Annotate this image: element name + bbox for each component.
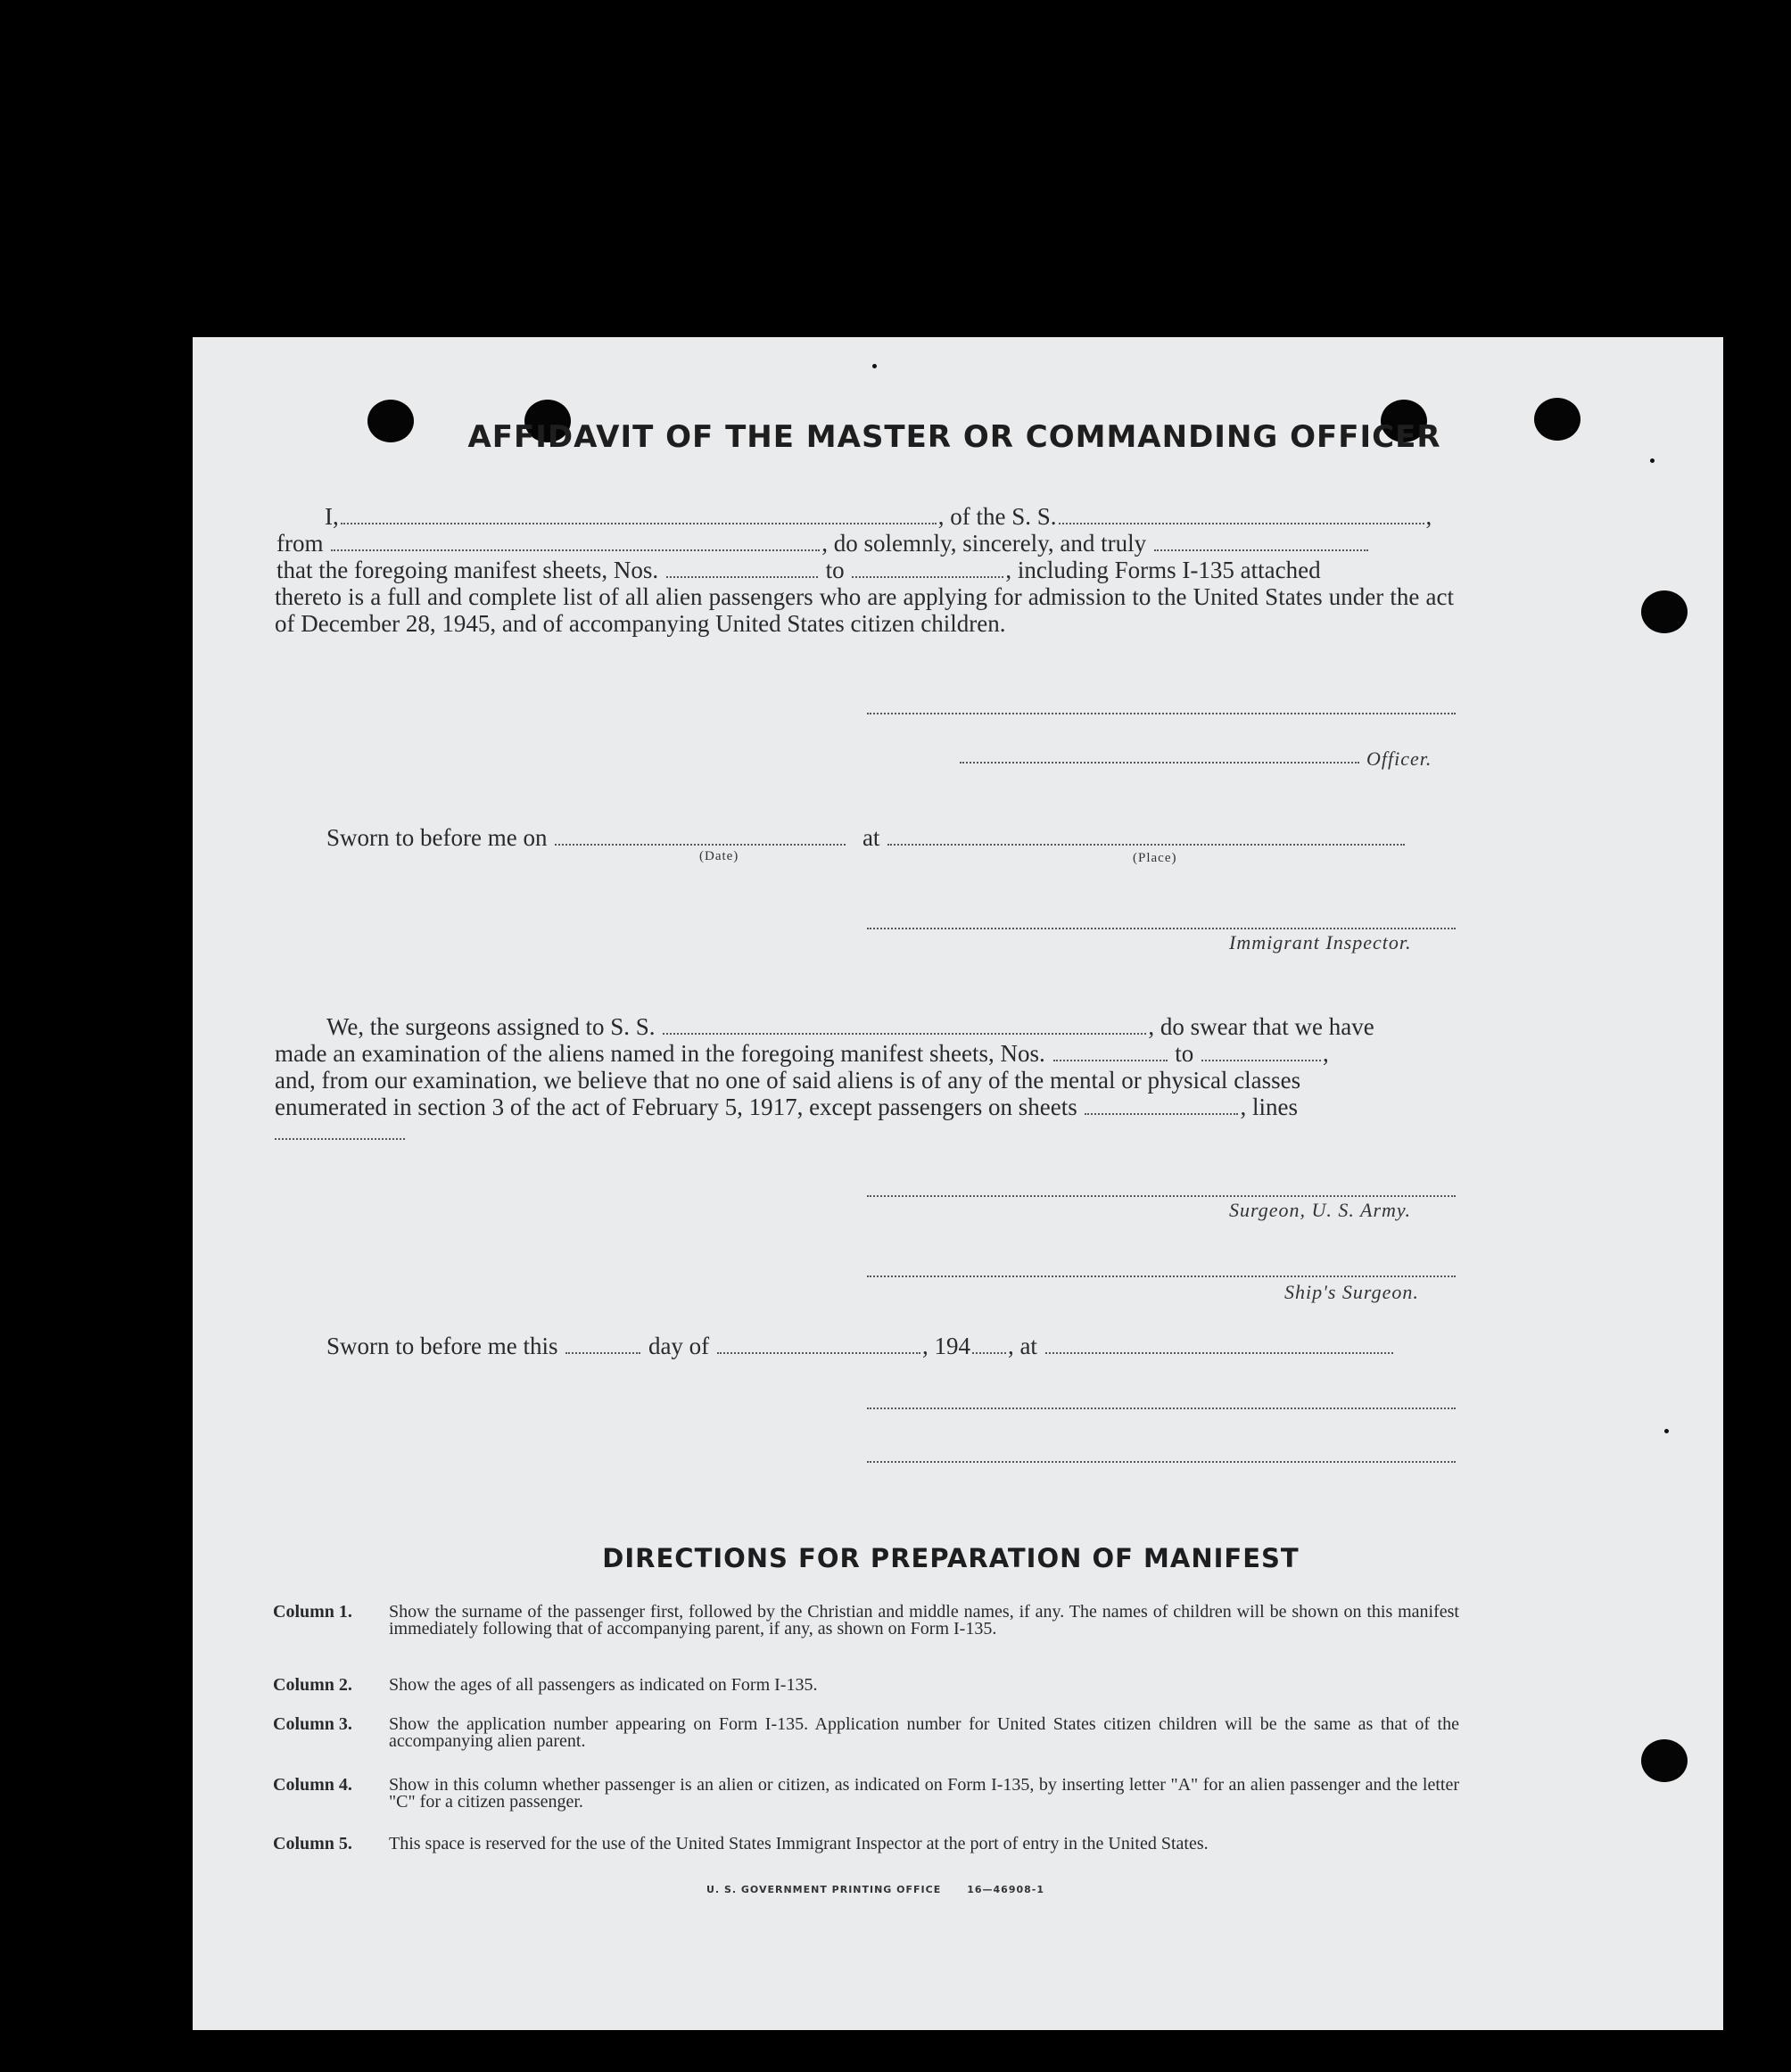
surgeons-line-4: enumerated in section 3 of the act of February 5, 1917, except passengers on sheets , lines (275, 1094, 1298, 1120)
place-label: (Place) (1133, 851, 1177, 865)
dust-speck (1650, 458, 1655, 463)
direction-column-4: Column 4. Show in this column whether passenger is an alien or citizen, as indicated on Form I-135, by inserting letter "A" for an alien passenger and the letter "C" for a citizen passenger. (273, 1775, 1459, 1812)
lines-field[interactable] (275, 1138, 405, 1140)
inspector-signature-line[interactable] (867, 928, 1456, 929)
year-field[interactable] (972, 1333, 1006, 1354)
affidavit-line-1: I, , of the S. S. , (325, 503, 1432, 530)
punch-hole (1641, 590, 1688, 633)
surgeons-line-1: We, the surgeons assigned to S. S. , do swear that we have (326, 1013, 1374, 1040)
sworn-place-field[interactable] (887, 824, 1405, 846)
dust-speck (872, 364, 877, 368)
sworn-at-field[interactable] (1045, 1333, 1393, 1354)
surgeon-sheet-from-field[interactable] (1053, 1040, 1168, 1061)
ship-surgeon-caption: Ship's Surgeon. (1284, 1281, 1419, 1303)
except-sheets-field[interactable] (1085, 1094, 1238, 1115)
sworn-date-field[interactable] (555, 824, 846, 846)
ship-surgeon-signature-line[interactable] (867, 1275, 1456, 1277)
direction-column-1: Column 1. Show the surname of the passenger first, followed by the Christian and middle names, if any. The names of children will be shown on this manifest immediately following that of accompanying parent, if any, as shown on Form I-135. (273, 1602, 1459, 1639)
surgeons-line-2: made an examination of the aliens named in the foregoing manifest sheets, Nos. to , (275, 1040, 1329, 1067)
date-label: (Date) (699, 849, 739, 863)
notary-signature-line[interactable] (867, 1407, 1456, 1409)
officer-signature-line[interactable] (867, 713, 1456, 714)
month-field[interactable] (717, 1333, 920, 1354)
affidavit-line-3: that the foregoing manifest sheets, Nos. to , including Forms I-135 attached (276, 557, 1321, 583)
army-surgeon-caption: Surgeon, U. S. Army. (1229, 1199, 1411, 1221)
sworn-day-line: Sworn to before me this day of , 194 , at (326, 1333, 1395, 1360)
master-name-field[interactable] (341, 503, 937, 524)
inspector-caption: Immigrant Inspector. (1229, 931, 1412, 953)
form-title: AFFIDAVIT OF THE MASTER OR COMMANDING OFFICER (467, 419, 1441, 455)
day-field[interactable] (565, 1333, 640, 1354)
notary-title-line[interactable] (867, 1461, 1456, 1463)
punch-hole (1641, 1739, 1688, 1782)
port-from-field[interactable] (331, 530, 820, 551)
ship-name-field[interactable] (1059, 503, 1424, 524)
surgeons-line-3: and, from our examination, we believe that no one of said aliens is of any of the mental or physical classes (275, 1067, 1301, 1094)
direction-column-2: Column 2. Show the ages of all passengers as indicated on Form I-135. (273, 1675, 818, 1695)
sheet-from-field[interactable] (666, 557, 818, 578)
directions-title: DIRECTIONS FOR PREPARATION OF MANIFEST (602, 1543, 1300, 1573)
affidavit-body: thereto is a full and complete list of all alien passengers who are applying for admission to the United States under the act of December 28, 1945, and of accompanying United States citizen children. (275, 583, 1454, 637)
affidavit-line-2: from , do solemnly, sincerely, and truly (276, 530, 1370, 557)
printer-footer: U. S. GOVERNMENT PRINTING OFFICE 16—46908-1 (706, 1884, 1044, 1895)
officer-caption: Officer. (1366, 747, 1432, 770)
form-sheet (193, 337, 1723, 2030)
oath-field[interactable] (1154, 530, 1368, 551)
direction-column-3: Column 3. Show the application number appearing on Form I-135. Application number for United States citizen children will be the same as that of the accompanying alien parent. (273, 1714, 1459, 1751)
sheet-to-field[interactable] (852, 557, 1003, 578)
sworn-date-place-line: Sworn to before me on at (326, 824, 1407, 852)
direction-column-5: Column 5. This space is reserved for the use of the United States Immigrant Inspector at the port of entry in the United States. (273, 1834, 1209, 1853)
surgeon-sheet-to-field[interactable] (1201, 1040, 1321, 1061)
surgeon-ship-field[interactable] (663, 1013, 1146, 1035)
army-surgeon-signature-line[interactable] (867, 1195, 1456, 1197)
officer-title-line[interactable] (960, 762, 1359, 764)
dust-speck (1664, 1429, 1669, 1433)
